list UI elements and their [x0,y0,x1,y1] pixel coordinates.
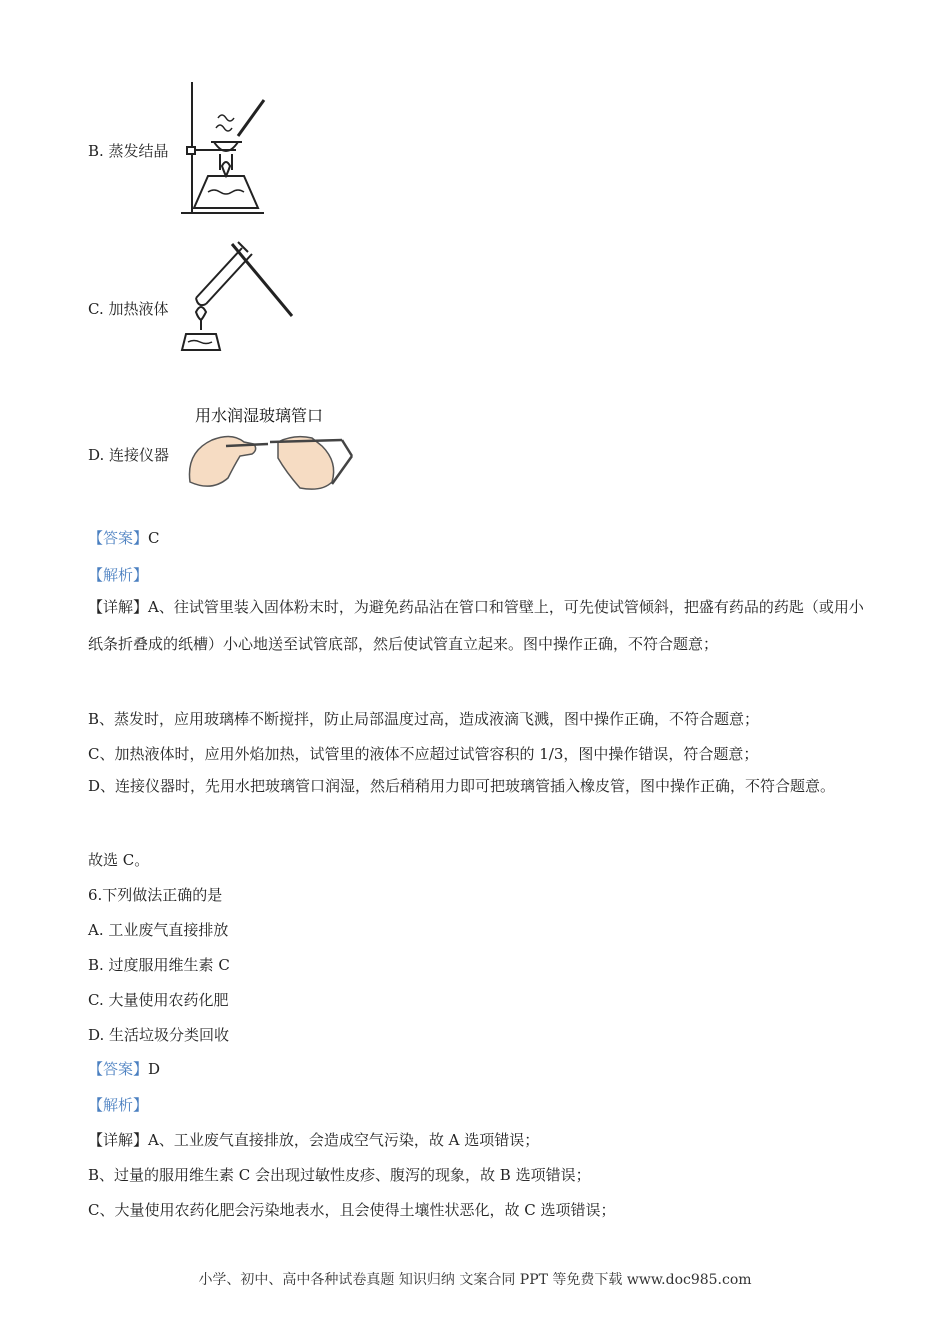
answer-tag: 【答案】 [88,1060,149,1078]
q6-detail-b: B、过量的服用维生素 C 会出现过敏性皮疹、腹泻的现象，故 B 选项错误； [88,1166,591,1184]
q5-detail-c: C、加热液体时，应用外焰加热，试管里的液体不应超过试管容积的 1/3，图中操作错误，符合题意； [88,745,759,763]
q6-option-b: B. 过度服用维生素 C [88,956,230,974]
option-d-caption: 用水润湿玻璃管口 [195,406,324,425]
q6-option-a: A. 工业废气直接排放 [88,921,229,939]
q5-detail-b: B、蒸发时，应用玻璃棒不断搅拌，防止局部温度过高，造成液滴飞溅，图中操作正确，不符合题意； [88,710,760,728]
q5-detail-a: 【详解】A、往试管里装入固体粉末时，为避免药品沾在管口和管壁上，可先使试管倾斜，把盛有药品的药匙（或用小纸条折叠成的纸槽）小心地送至试管底部，然后使试管直立起来。图中操作正确，不符合题意； [88,598,864,653]
q6-detail-c: C、大量使用农药化肥会污染地表水，且会使得土壤性状恶化，故 C 选项错误； [88,1201,616,1219]
q6-option-c: C. 大量使用农药化肥 [88,991,229,1009]
q6-option-d: D. 生活垃圾分类回收 [88,1026,230,1044]
q5-detail-d: D、连接仪器时，先用水把玻璃管口润湿，然后稍稍用力即可把玻璃管插入橡皮管，图中操作正确，不符合题意。 [88,777,836,795]
q6-stem: 6.下列做法正确的是 [88,886,223,904]
option-c-label: C. 加热液体 [88,300,169,318]
connecting-apparatus-figure [182,422,354,496]
heating-liquid-figure [176,238,298,358]
answer-value: D [148,1060,161,1078]
q6-analysis-tag: 【解析】 [88,1096,149,1114]
page-footer: 小学、初中、高中各种试卷真题 知识归纳 文案合同 PPT 等免费下载 www.doc985.com [198,1272,752,1288]
q6-answer [88,1059,160,1079]
answer-value: C [148,529,160,547]
q5-analysis-tag: 【解析】 [88,566,149,584]
answer-tag: 【答案】 [88,529,149,547]
q5-conclusion: 故选 C。 [88,851,150,869]
option-d-label: D. 连接仪器 [88,446,170,464]
q5-answer [88,528,160,548]
option-b-label: B. 蒸发结晶 [88,142,169,160]
q6-detail-a: 【详解】A、工业废气直接排放，会造成空气污染，故 A 选项错误； [88,1131,540,1149]
evaporation-apparatus-figure [178,80,268,218]
